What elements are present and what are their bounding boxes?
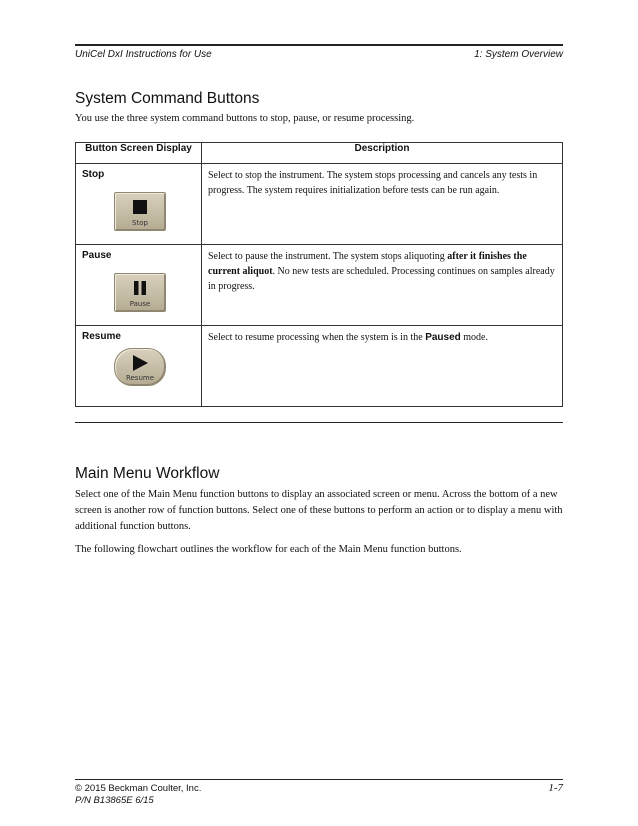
stop-button-image: [114, 192, 166, 231]
column-header-button-display: Button Screen Display: [76, 143, 202, 164]
running-footer: [75, 779, 563, 808]
resume-button-caption: Resume: [125, 374, 155, 382]
main-menu-paragraph-2: The following flowchart outlines the workflow for each of the Main Menu function buttons.: [75, 544, 462, 555]
description-cell-pause: [202, 245, 563, 326]
description-cell-resume: [202, 326, 563, 407]
stop-button-caption: Stop: [132, 219, 148, 227]
footer-part-number: P/N B13865E 6/15: [75, 795, 154, 806]
description-emphasis: after it finishes the current aliquot: [208, 251, 527, 277]
pause-button-caption: Pause: [129, 300, 151, 308]
description-text: mode.: [460, 332, 488, 343]
resume-button-image: [114, 348, 166, 386]
play-triangle-icon: [131, 355, 149, 376]
footer-page-number: 1-7: [548, 782, 563, 794]
section-divider: [75, 422, 563, 423]
table-row-resume: [76, 326, 563, 407]
description-text: Select to resume processing when the system is in the: [208, 332, 426, 343]
main-menu-paragraph-1: Select one of the Main Menu function buttons to display an associated screen or menu. Across the bottom of a new screen is another row of function buttons. Select one of these buttons to perform an action or to display a menu with additional function buttons.: [75, 489, 563, 532]
column-header-description: Description: [202, 143, 563, 164]
button-display-cell: [76, 245, 202, 326]
header-manual-title: UniCel DxI Instructions for Use: [75, 49, 212, 60]
description-text: . No new tests are scheduled. Processing continues on samples already in progress.: [208, 266, 555, 292]
stop-square-icon: [132, 199, 148, 220]
section-title-system-command-buttons: System Command Buttons: [75, 90, 260, 107]
section-title-main-menu-workflow: Main Menu Workflow: [75, 465, 220, 482]
table-row-pause: [76, 245, 563, 326]
running-header: [75, 44, 563, 61]
footer-copyright: © 2015 Beckman Coulter, Inc.: [75, 783, 202, 794]
pause-button-image: [114, 273, 166, 312]
row-label-stop: Stop: [82, 169, 105, 180]
table-row-stop: [76, 164, 563, 245]
row-label-resume: Resume: [82, 331, 121, 342]
row-label-pause: Pause: [82, 250, 112, 261]
table-header-row: [76, 143, 563, 164]
pause-bars-icon: [132, 280, 148, 301]
description-emphasis: Paused: [425, 332, 461, 343]
section-intro: You use the three system command buttons to stop, pause, or resume processing.: [75, 113, 415, 124]
description-text: Select to pause the instrument. The system stops aliquoting: [208, 251, 448, 262]
button-display-cell: [76, 164, 202, 245]
description-cell-stop: Select to stop the instrument. The system stops processing and cancels any tests in progress. The system requires initialization before tests can be run again.: [202, 164, 563, 245]
header-chapter-title: 1: System Overview: [474, 49, 563, 60]
command-buttons-table: [75, 142, 563, 407]
button-display-cell: [76, 326, 202, 407]
